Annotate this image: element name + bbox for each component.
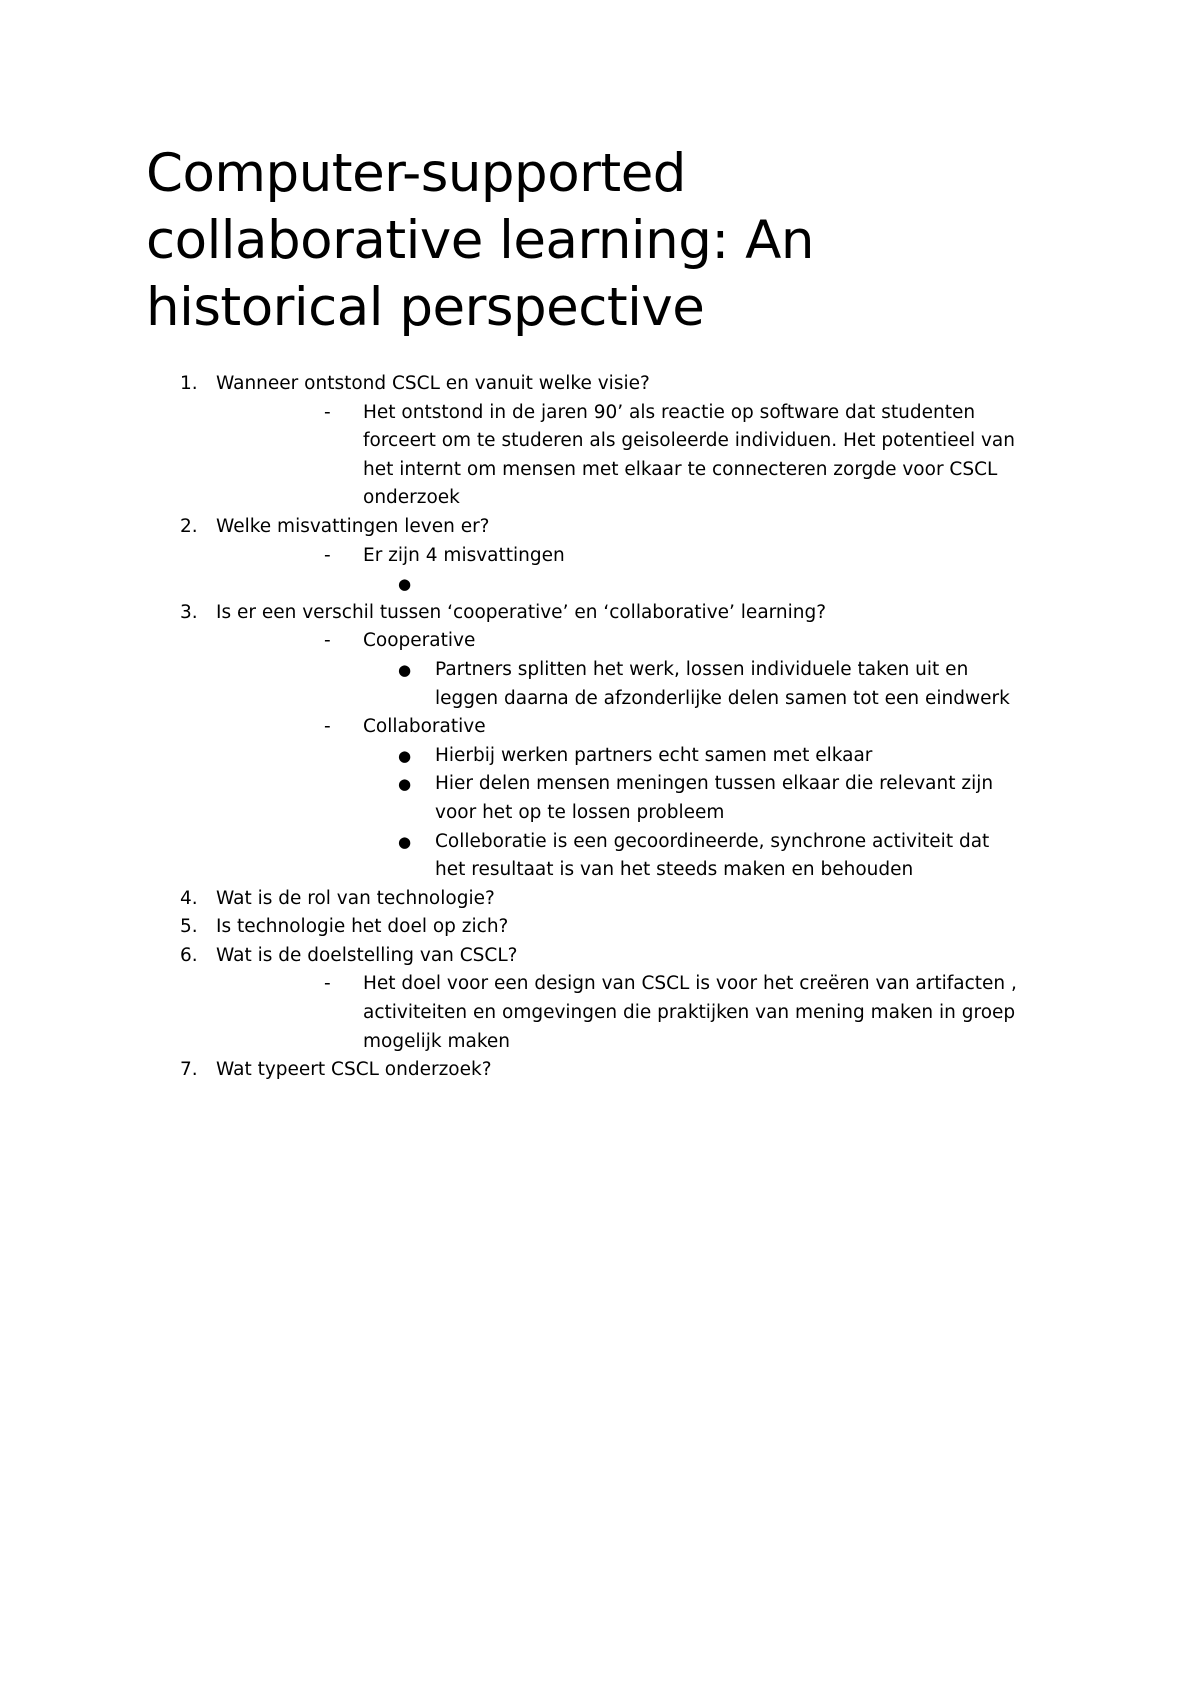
dash-marker: - bbox=[324, 544, 331, 566]
question-text: Is technologie het doel op zich? bbox=[216, 916, 509, 938]
list-number: 1. bbox=[180, 373, 198, 394]
list-item bbox=[0, 370, 1200, 399]
answer-line bbox=[0, 1028, 1200, 1057]
answer-text: Het doel voor een design van CSCL is voor het creëren van artifacten , bbox=[363, 973, 1017, 995]
question-text: Wat is de rol van technologie? bbox=[216, 887, 495, 909]
dash-marker: - bbox=[324, 973, 331, 995]
sub-item bbox=[0, 627, 1200, 656]
bullet-marker: ● bbox=[398, 775, 412, 794]
answer-text: Er zijn 4 misvattingen bbox=[363, 544, 565, 566]
bullet-text: leggen daarna de afzonderlijke delen samen tot een eindwerk bbox=[435, 687, 1010, 709]
question-text: Is er een verschil tussen ‘cooperative’ en ‘collaborative’ learning? bbox=[216, 601, 827, 623]
bullet-line bbox=[0, 856, 1200, 885]
question-text: Wat typeert CSCL onderzoek? bbox=[216, 1059, 492, 1081]
answer-line bbox=[0, 542, 1200, 571]
question-list bbox=[0, 370, 1200, 1085]
bullet-text: voor het op te lossen probleem bbox=[435, 801, 725, 823]
list-item bbox=[0, 885, 1200, 914]
bullet-marker: ● bbox=[398, 575, 412, 594]
list-number: 6. bbox=[180, 944, 198, 966]
question-text: Wanneer ontstond CSCL en vanuit welke visie? bbox=[216, 373, 650, 394]
answer-line bbox=[0, 484, 1200, 513]
bullet-marker: ● bbox=[398, 660, 412, 679]
list-item bbox=[0, 513, 1200, 542]
list-item bbox=[0, 599, 1200, 628]
title-line: collaborative learning: An bbox=[146, 210, 814, 271]
answer-text: Het ontstond in de jaren 90’ als reactie op software dat studenten bbox=[363, 401, 976, 423]
answer-text: het internt om mensen met elkaar te connecteren zorgde voor CSCL bbox=[363, 458, 998, 480]
bullet-line bbox=[0, 685, 1200, 714]
sub-item bbox=[0, 713, 1200, 742]
bullet-text: het resultaat is van het steeds maken en behouden bbox=[435, 859, 914, 881]
bullet-line bbox=[0, 799, 1200, 828]
bullet-text: Colleboratie is een gecoordineerde, synchrone activiteit dat bbox=[435, 830, 990, 852]
list-number: 5. bbox=[180, 916, 198, 938]
dash-marker: - bbox=[324, 401, 331, 423]
bullet-line bbox=[0, 770, 1200, 799]
document-title bbox=[146, 140, 1046, 341]
answer-text: onderzoek bbox=[363, 487, 460, 509]
title-line: historical perspective bbox=[146, 277, 705, 338]
list-item bbox=[0, 942, 1200, 971]
answer-line bbox=[0, 456, 1200, 485]
bullet-text: Hierbij werken partners echt samen met elkaar bbox=[435, 744, 873, 766]
bullet-text: Hier delen mensen meningen tussen elkaar die relevant zijn bbox=[435, 773, 994, 795]
bullet-marker: ● bbox=[398, 832, 412, 851]
answer-line bbox=[0, 427, 1200, 456]
list-number: 2. bbox=[180, 515, 198, 537]
bullet-line bbox=[0, 742, 1200, 771]
sub-item-label: Collaborative bbox=[363, 716, 486, 738]
question-text: Welke misvattingen leven er? bbox=[216, 515, 490, 537]
list-item bbox=[0, 1056, 1200, 1085]
bullet-text: Partners splitten het werk, lossen individuele taken uit en bbox=[435, 658, 969, 680]
answer-text: forceert om te studeren als geisoleerde individuen. Het potentieel van bbox=[363, 430, 1015, 452]
bullet-line bbox=[0, 656, 1200, 685]
list-number: 4. bbox=[180, 887, 198, 909]
answer-line bbox=[0, 399, 1200, 428]
list-number: 3. bbox=[180, 601, 198, 623]
list-item bbox=[0, 913, 1200, 942]
list-number: 7. bbox=[180, 1059, 198, 1081]
answer-line bbox=[0, 970, 1200, 999]
bullet-marker: ● bbox=[398, 746, 412, 765]
empty-bullet-line bbox=[0, 570, 1200, 599]
answer-text: mogelijk maken bbox=[363, 1030, 510, 1052]
bullet-line bbox=[0, 828, 1200, 857]
dash-marker: - bbox=[324, 716, 331, 738]
title-line: Computer-supported bbox=[146, 143, 686, 204]
answer-line bbox=[0, 999, 1200, 1028]
question-text: Wat is de doelstelling van CSCL? bbox=[216, 944, 518, 966]
answer-text: activiteiten en omgevingen die praktijken van mening maken in groep bbox=[363, 1002, 1016, 1024]
sub-item-label: Cooperative bbox=[363, 630, 476, 652]
dash-marker: - bbox=[324, 630, 331, 652]
